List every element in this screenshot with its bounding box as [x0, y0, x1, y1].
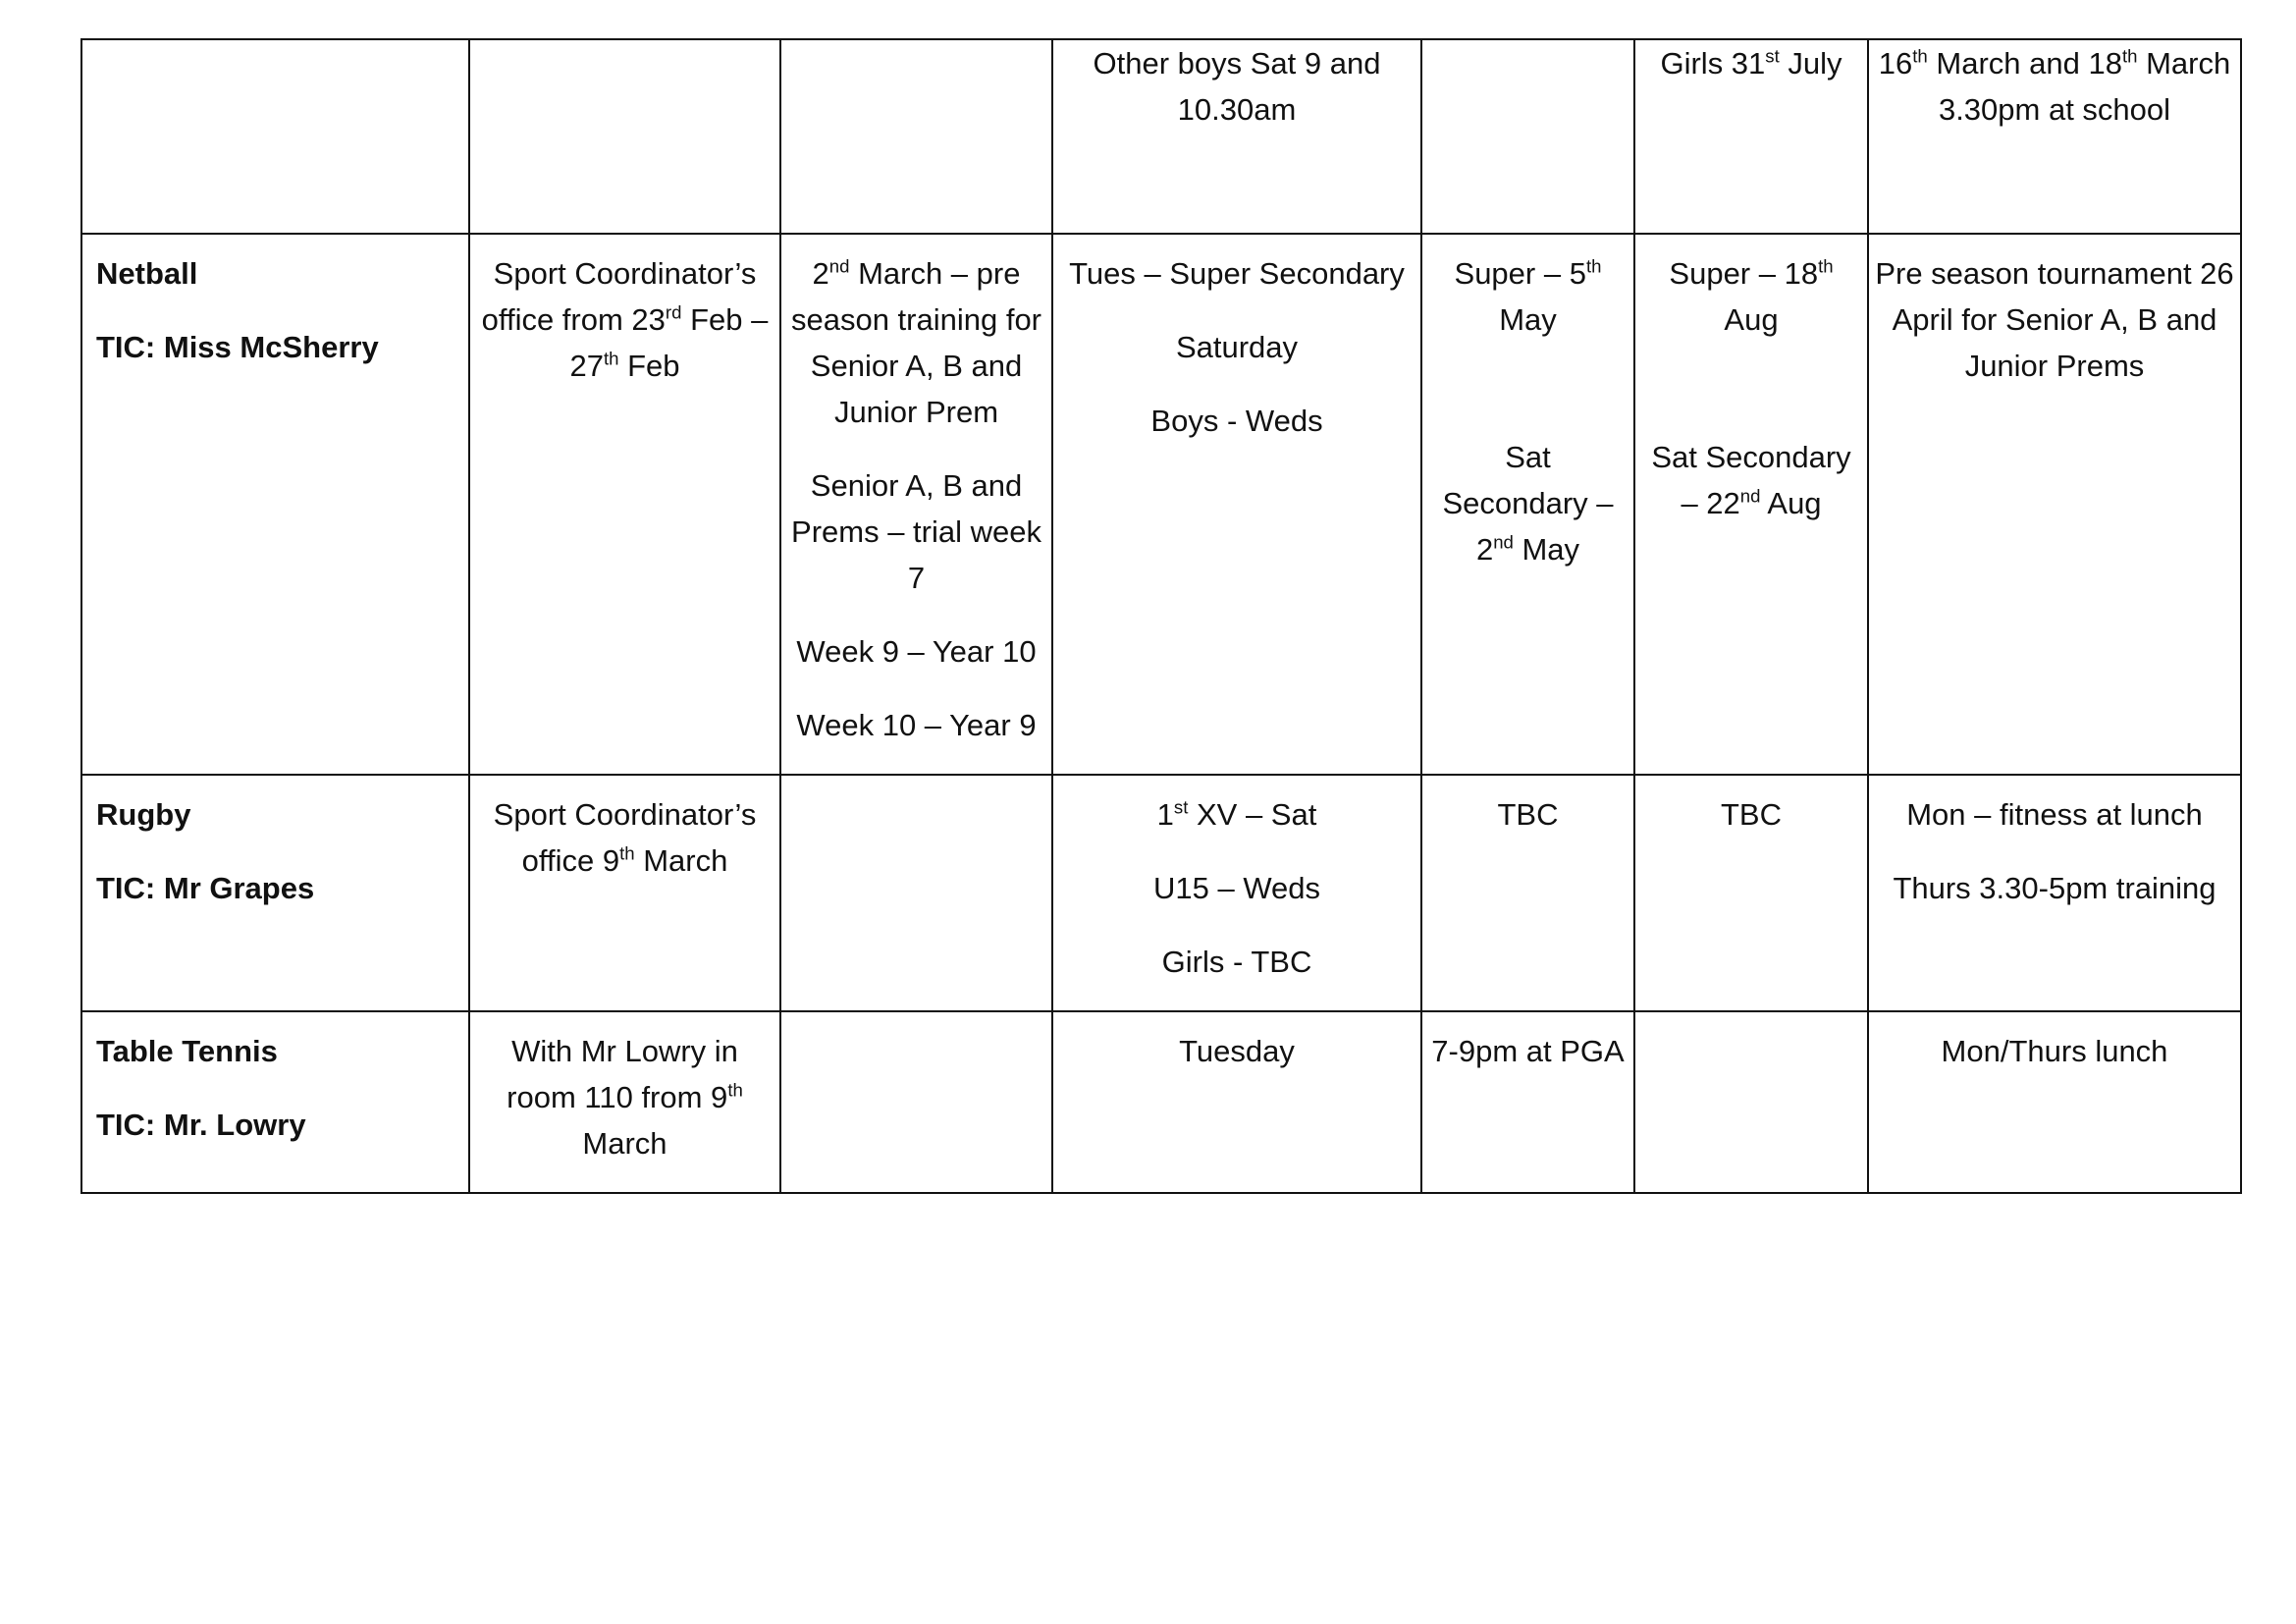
cell-line: Thurs 3.30-5pm training — [1893, 871, 2216, 905]
ordinal-suffix: nd — [1739, 485, 1761, 507]
training-cell — [1868, 39, 2241, 234]
competition-day-cell — [1052, 775, 1421, 1011]
cell-line: Pre season tournament 26 April for Senior A, B and Junior Prems — [1875, 256, 2234, 383]
cell-line: Super – 5th May — [1454, 255, 1602, 337]
cell-line: Sat Secondary – 2nd May — [1442, 440, 1614, 567]
season-end-cell — [1634, 234, 1868, 775]
cell-line: Sport Coordinator’s office 9th March — [493, 797, 757, 878]
teacher-in-charge: TIC: Mr Grapes — [96, 871, 315, 905]
ordinal-suffix: th — [603, 348, 619, 369]
cell-line: Saturday — [1175, 330, 1299, 364]
sport-cell — [81, 775, 469, 1011]
ordinal-suffix: th — [2121, 45, 2138, 67]
trials-cell — [780, 234, 1052, 775]
table-row — [81, 39, 2241, 234]
ordinal-suffix: nd — [1493, 531, 1514, 553]
cell-line: 7-9pm at PGA — [1431, 1034, 1625, 1068]
sport-cell — [81, 1011, 469, 1193]
season-start-cell — [1421, 39, 1634, 234]
cell-line: Sat Secondary – 22nd Aug — [1651, 440, 1851, 520]
training-cell — [1868, 775, 2241, 1011]
competition-day-cell — [1052, 39, 1421, 234]
sport-name: Table Tennis — [96, 1034, 278, 1068]
cell-line: Other boys Sat 9 and 10.30am — [1093, 46, 1381, 127]
cell-line: 1st XV – Sat — [1156, 796, 1317, 832]
cell-line: Tuesday — [1179, 1034, 1295, 1068]
signup-cell — [469, 39, 780, 234]
cell-line: 2nd March – pre season training for Senior A, B and Junior Prem — [790, 255, 1042, 429]
teacher-in-charge: TIC: Miss McSherry — [96, 330, 379, 364]
competition-day-cell — [1052, 1011, 1421, 1193]
cell-line: Tues – Super Secondary — [1069, 256, 1405, 291]
cell-line: Mon – fitness at lunch — [1906, 797, 2203, 832]
table-row — [81, 775, 2241, 1011]
season-start-cell — [1421, 1011, 1634, 1193]
ordinal-suffix: nd — [828, 255, 850, 277]
sports-schedule-table — [80, 38, 2242, 1194]
trials-cell — [780, 775, 1052, 1011]
season-end-cell — [1634, 1011, 1868, 1193]
signup-cell — [469, 1011, 780, 1193]
cell-line: Mon/Thurs lunch — [1941, 1034, 2168, 1068]
ordinal-suffix: th — [619, 842, 635, 864]
training-cell — [1868, 234, 2241, 775]
season-start-cell — [1421, 234, 1634, 775]
sport-cell — [81, 234, 469, 775]
training-cell — [1868, 1011, 2241, 1193]
trials-cell — [780, 1011, 1052, 1193]
ordinal-suffix: th — [1818, 255, 1834, 277]
cell-line: TBC — [1497, 797, 1559, 832]
cell-line: With Mr Lowry in room 110 from 9th March — [507, 1034, 743, 1161]
season-start-cell — [1421, 775, 1634, 1011]
cell-line: Senior A, B and Prems – trial week 7 — [791, 468, 1041, 595]
cell-line: Super – 18th Aug — [1669, 255, 1834, 337]
cell-line: Week 9 – Year 10 — [796, 634, 1037, 669]
cell-line: Sport Coordinator’s office from 23rd Feb – 27th Feb — [481, 256, 769, 383]
cell-line: TBC — [1721, 797, 1782, 832]
signup-cell — [469, 775, 780, 1011]
teacher-in-charge: TIC: Mr. Lowry — [96, 1108, 306, 1142]
sport-cell — [81, 39, 469, 234]
season-end-cell — [1634, 39, 1868, 234]
sport-name: Rugby — [96, 797, 191, 832]
ordinal-suffix: st — [1173, 796, 1189, 818]
ordinal-suffix: rd — [665, 301, 682, 323]
trials-cell — [780, 39, 1052, 234]
cell-line: Week 10 – Year 9 — [796, 708, 1037, 742]
table-row — [81, 234, 2241, 775]
table-row — [81, 1011, 2241, 1193]
cell-line: Girls - TBC — [1161, 945, 1312, 979]
cell-line: Girls 31st July — [1660, 45, 1842, 81]
cell-line: 16th March and 18th March 3.30pm at school — [1878, 45, 2231, 127]
season-end-cell — [1634, 775, 1868, 1011]
sport-name: Netball — [96, 256, 198, 291]
signup-cell — [469, 234, 780, 775]
ordinal-suffix: st — [1765, 45, 1780, 67]
ordinal-suffix: th — [727, 1079, 743, 1101]
competition-day-cell — [1052, 234, 1421, 775]
ordinal-suffix: th — [1912, 45, 1928, 67]
cell-line: Boys - Weds — [1150, 404, 1323, 438]
cell-line: U15 – Weds — [1152, 871, 1320, 905]
ordinal-suffix: th — [1585, 255, 1602, 277]
